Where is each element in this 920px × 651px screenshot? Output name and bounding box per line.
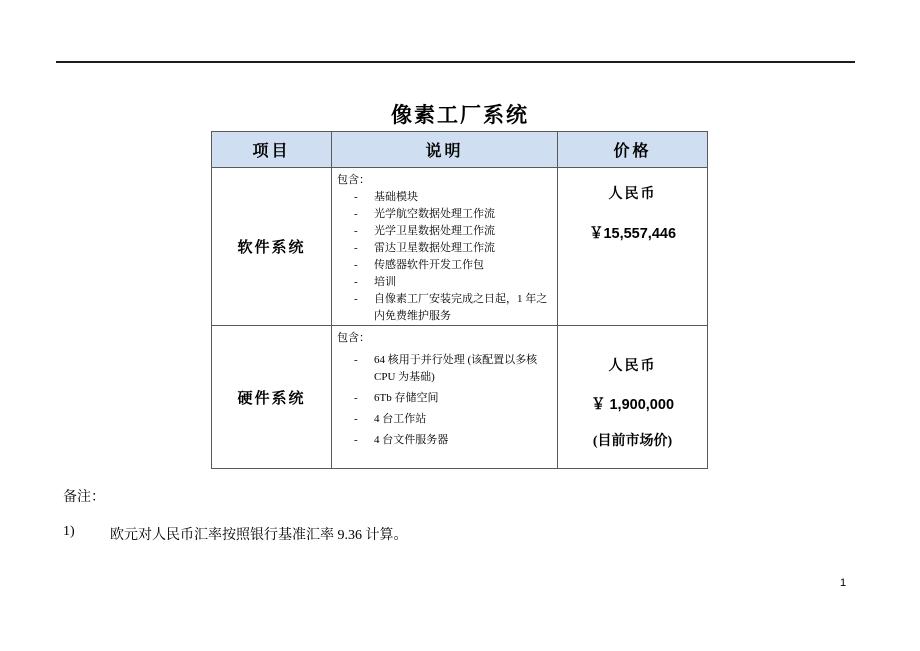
page-number: 1 bbox=[840, 577, 847, 589]
bullet-text: 光学卫星数据处理工作流 bbox=[374, 225, 495, 237]
desc-intro: 包含： bbox=[337, 332, 370, 344]
page-header-rule bbox=[56, 61, 855, 63]
row-label-software: 软件系统 bbox=[212, 168, 332, 326]
bullet-marker: - bbox=[354, 413, 358, 425]
bullet-marker: - bbox=[354, 434, 358, 446]
price-cell-software bbox=[558, 168, 708, 326]
price-amount: ￥ 1,900,000 bbox=[590, 397, 675, 413]
price-market-note: (目前市场价) bbox=[592, 434, 673, 449]
bullet-text: 6Tb 存储空间 bbox=[374, 392, 439, 404]
column-header-description: 说明 bbox=[332, 132, 558, 168]
bullet-item bbox=[337, 206, 549, 223]
document-title: 像素工厂系统 bbox=[391, 103, 529, 127]
bullet-marker: - bbox=[354, 293, 358, 305]
description-cell-software bbox=[332, 168, 558, 326]
bullet-item bbox=[337, 240, 549, 257]
bullet-text: 传感器软件开发工作包 bbox=[374, 259, 484, 271]
bullet-text: 4 台工作站 bbox=[374, 413, 427, 425]
bullet-text: 基础模块 bbox=[374, 191, 418, 203]
bullet-text: 4 台文件服务器 bbox=[374, 434, 449, 446]
pricing-table bbox=[211, 131, 708, 469]
table-row-hardware bbox=[212, 326, 708, 469]
price-currency: 人民币 bbox=[608, 359, 657, 374]
bullet-text: 雷达卫星数据处理工作流 bbox=[374, 242, 495, 254]
bullet-item bbox=[337, 274, 549, 291]
row-label-hardware: 硬件系统 bbox=[212, 326, 332, 469]
bullet-marker: - bbox=[354, 225, 358, 237]
table-row-software bbox=[212, 168, 708, 326]
bullet-marker: - bbox=[354, 392, 358, 404]
table-header-row bbox=[212, 132, 708, 168]
price-currency: 人民币 bbox=[608, 187, 657, 202]
bullet-item bbox=[337, 189, 549, 206]
bullet-item bbox=[337, 291, 549, 325]
bullet-marker: - bbox=[354, 259, 358, 271]
description-cell-hardware bbox=[332, 326, 558, 469]
bullet-item bbox=[337, 223, 549, 240]
notes-label: 备注： bbox=[63, 490, 105, 505]
bullet-text: 光学航空数据处理工作流 bbox=[374, 208, 495, 220]
column-header-price: 价格 bbox=[558, 132, 708, 168]
note-item bbox=[63, 524, 408, 544]
bullet-text: 自像素工厂安装完成之日起，1 年之内免费维护服务 bbox=[374, 293, 548, 322]
bullet-item bbox=[337, 432, 549, 449]
bullet-text: 64 核用于并行处理 (该配置以多核 CPU 为基础) bbox=[374, 354, 538, 383]
bullet-marker: - bbox=[354, 354, 358, 366]
bullet-item bbox=[337, 352, 549, 386]
price-amount: ￥15,557,446 bbox=[588, 226, 677, 242]
bullet-marker: - bbox=[354, 191, 358, 203]
bullet-marker: - bbox=[354, 276, 358, 288]
column-header-item: 项目 bbox=[212, 132, 332, 168]
note-item-text: 欧元对人民币汇率按照银行基准汇率 9.36 计算。 bbox=[110, 528, 408, 543]
desc-intro: 包含： bbox=[337, 174, 370, 186]
bullet-marker: - bbox=[354, 242, 358, 254]
price-cell-hardware bbox=[558, 326, 708, 469]
bullet-text: 培训 bbox=[374, 276, 396, 288]
note-item-number: 1) bbox=[63, 524, 75, 539]
bullet-item bbox=[337, 411, 549, 428]
bullet-marker: - bbox=[354, 208, 358, 220]
bullet-item bbox=[337, 390, 549, 407]
bullet-item bbox=[337, 257, 549, 274]
